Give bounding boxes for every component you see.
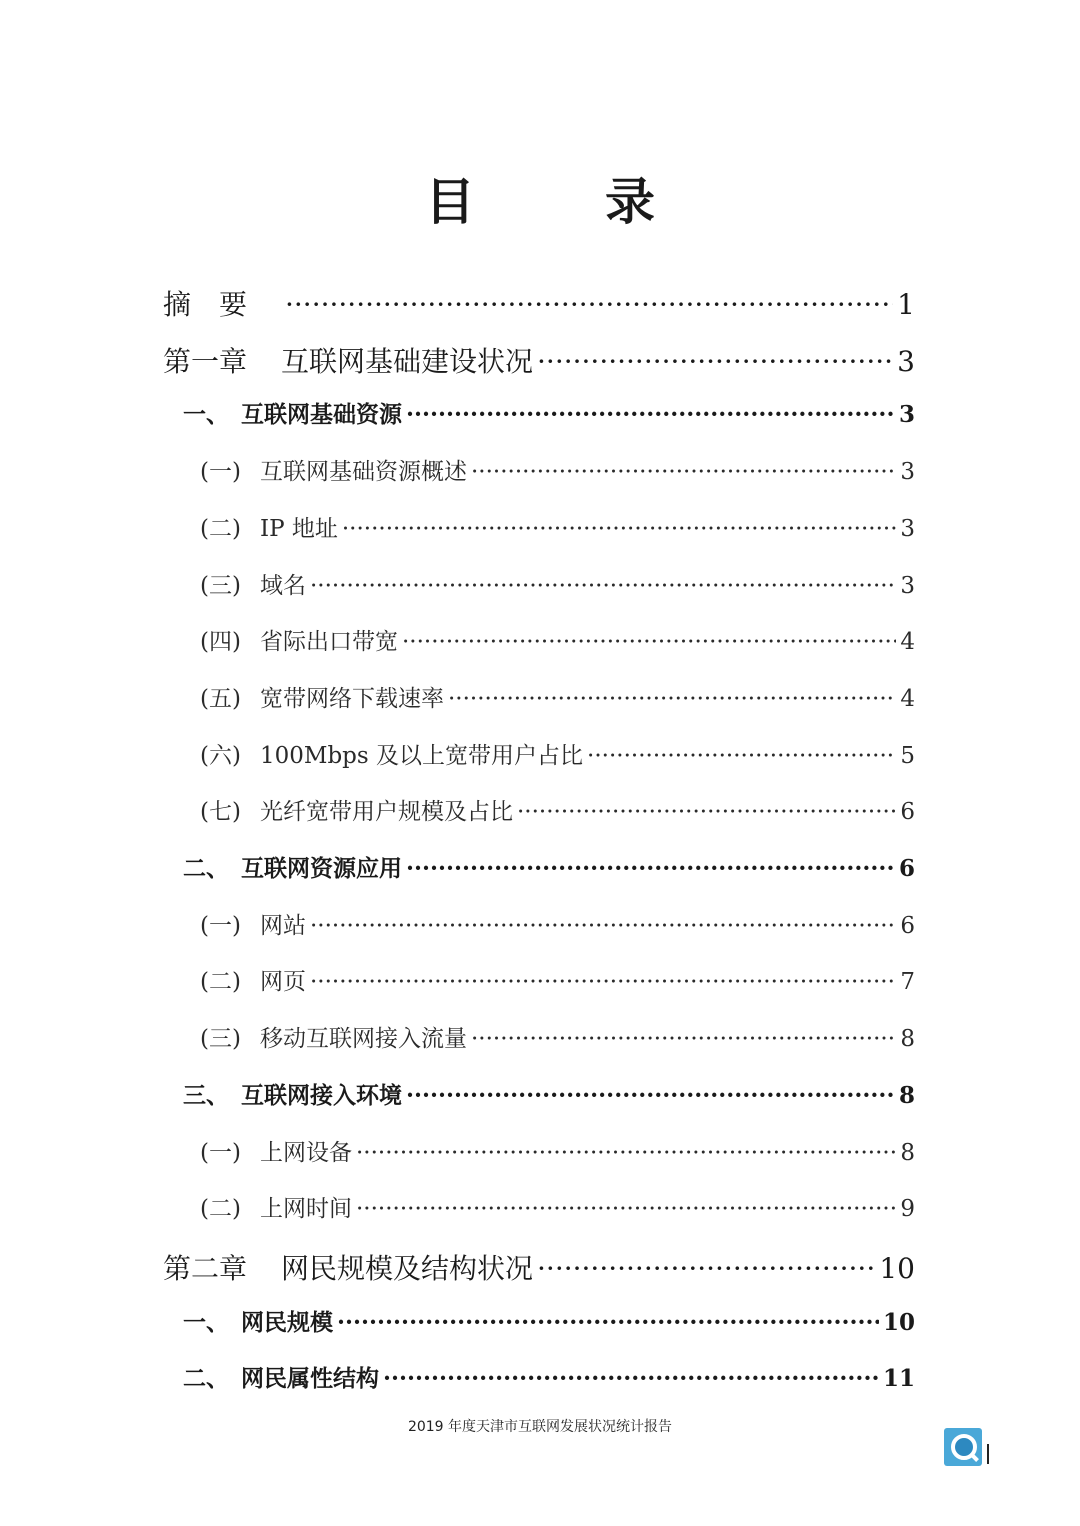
dot-leader [471,1026,896,1052]
toc-entry-page: 7 [900,969,915,995]
toc-entry-number: 一、 [183,401,229,428]
toc-entry-page: 6 [900,799,915,825]
toc-entry-label: 100Mbps 及以上宽带用户占比 [260,743,584,769]
dot-leader [406,855,895,882]
toc-entry-page: 6 [900,913,915,939]
dot-leader [356,1140,896,1166]
toc-entry-label: 上网时间 [260,1196,352,1222]
toc-entry-label: 宽带网络下载速率 [260,686,444,712]
toc-entry[interactable] [200,1190,915,1230]
toc-entry-label: 省际出口带宽 [260,629,398,655]
toc-entry[interactable] [200,567,915,607]
toc-entry-label: 网民属性结构 [241,1365,379,1392]
toc-entry[interactable] [163,283,915,323]
toc-entry[interactable] [200,1020,915,1060]
toc-entry-label: 互联网基础资源 [241,401,402,428]
toc-entry[interactable] [200,963,915,1003]
toc-entry-page: 9 [900,1196,915,1222]
toc-entry-number: 一、 [183,1309,229,1336]
dot-leader [406,401,895,428]
toc-entry-page: 6 [898,855,915,882]
toc-entry[interactable] [200,737,915,777]
toc-entry-number: (二) [200,516,241,542]
toc-entry-label: 光纤宽带用户规模及占比 [260,799,513,825]
page-title: 目 录 [425,172,695,231]
toc-entry[interactable] [183,850,915,890]
toc-entry-number: 第一章 [163,345,248,378]
toc-entry[interactable] [200,793,915,833]
dot-leader [537,1252,875,1285]
footer-report-title: 2019 年度天津市互联网发展状况统计报告 [407,1419,673,1435]
toc-entry-number: (二) [200,969,241,995]
toc-entry-number: 第二章 [163,1252,248,1285]
toc-entry-label: 互联网接入环境 [241,1082,402,1109]
toc-entry-number: 摘 要 [163,288,248,321]
magnifier-logo-icon [944,1428,982,1466]
toc-entry-page: 1 [897,288,915,321]
dot-leader [337,1309,879,1336]
toc-entry-page: 3 [897,345,915,378]
toc-entry[interactable] [200,623,915,663]
toc-entry-number: (一) [200,459,241,485]
toc-entry[interactable] [183,396,915,436]
dot-leader [406,1082,895,1109]
toc-entry[interactable] [183,1077,915,1117]
dot-leader [471,459,896,485]
toc-entry[interactable] [163,1247,915,1287]
vertical-bar-icon [987,1444,989,1464]
toc-entry-page: 8 [898,1082,915,1109]
toc-entry-page: 3 [898,401,915,428]
toc-entry-number: (三) [200,1026,241,1052]
toc-entry-page: 10 [882,1309,915,1336]
dot-leader [342,516,896,542]
toc-entry-number: (三) [200,573,241,599]
dot-leader [285,288,893,321]
toc-entry[interactable] [200,680,915,720]
dot-leader [587,743,896,769]
dot-leader [383,1365,879,1392]
toc-entry-number: (一) [200,913,241,939]
toc-entry-label: 互联网资源应用 [241,855,402,882]
toc-entry-page: 5 [900,743,915,769]
dot-leader [310,913,896,939]
toc-entry-number: (一) [200,1140,241,1166]
toc-entry-number: (五) [200,686,241,712]
dot-leader [356,1196,896,1222]
toc-entry-label: 网站 [260,913,306,939]
toc-entry-label: 互联网基础建设状况 [281,345,534,378]
dot-leader [517,799,896,825]
toc-entry-label: 上网设备 [260,1140,352,1166]
toc-entry[interactable] [200,453,915,493]
toc-entry-page: 3 [900,459,915,485]
toc-entry-label: 网民规模 [241,1309,333,1336]
toc-entry-page: 4 [900,686,915,712]
toc-entry-label: 域名 [260,573,306,599]
toc-entry[interactable] [200,510,915,550]
dot-leader [537,345,893,378]
toc-entry-number: 二、 [183,1365,229,1392]
toc-entry-number: 三、 [183,1082,229,1109]
toc-entry-label: IP 地址 [260,516,338,542]
toc-entry-number: (二) [200,1196,241,1222]
toc-entry-page: 8 [900,1026,915,1052]
toc-entry-page: 8 [900,1140,915,1166]
toc-entry-number: (七) [200,799,241,825]
toc-entry[interactable] [200,1134,915,1174]
toc-entry-page: 11 [882,1365,915,1392]
toc-entry-label: 移动互联网接入流量 [260,1026,467,1052]
dot-leader [310,969,896,995]
toc-entry[interactable] [183,1304,915,1344]
toc-entry-label: 网页 [260,969,306,995]
dot-leader [448,686,896,712]
toc-entry-page: 3 [900,573,915,599]
toc-entry[interactable] [183,1360,915,1400]
toc-entry-label: 网民规模及结构状况 [281,1252,534,1285]
toc-entry-page: 3 [900,516,915,542]
toc-entry[interactable] [200,907,915,947]
toc-entry-page: 10 [879,1252,915,1285]
dot-leader [402,629,896,655]
dot-leader [310,573,896,599]
toc-entry-number: (四) [200,629,241,655]
toc-entry-label: 互联网基础资源概述 [260,459,467,485]
toc-entry-page: 4 [900,629,915,655]
toc-entry-number: (六) [200,743,241,769]
toc-entry-number: 二、 [183,855,229,882]
toc-entry[interactable] [163,340,915,380]
